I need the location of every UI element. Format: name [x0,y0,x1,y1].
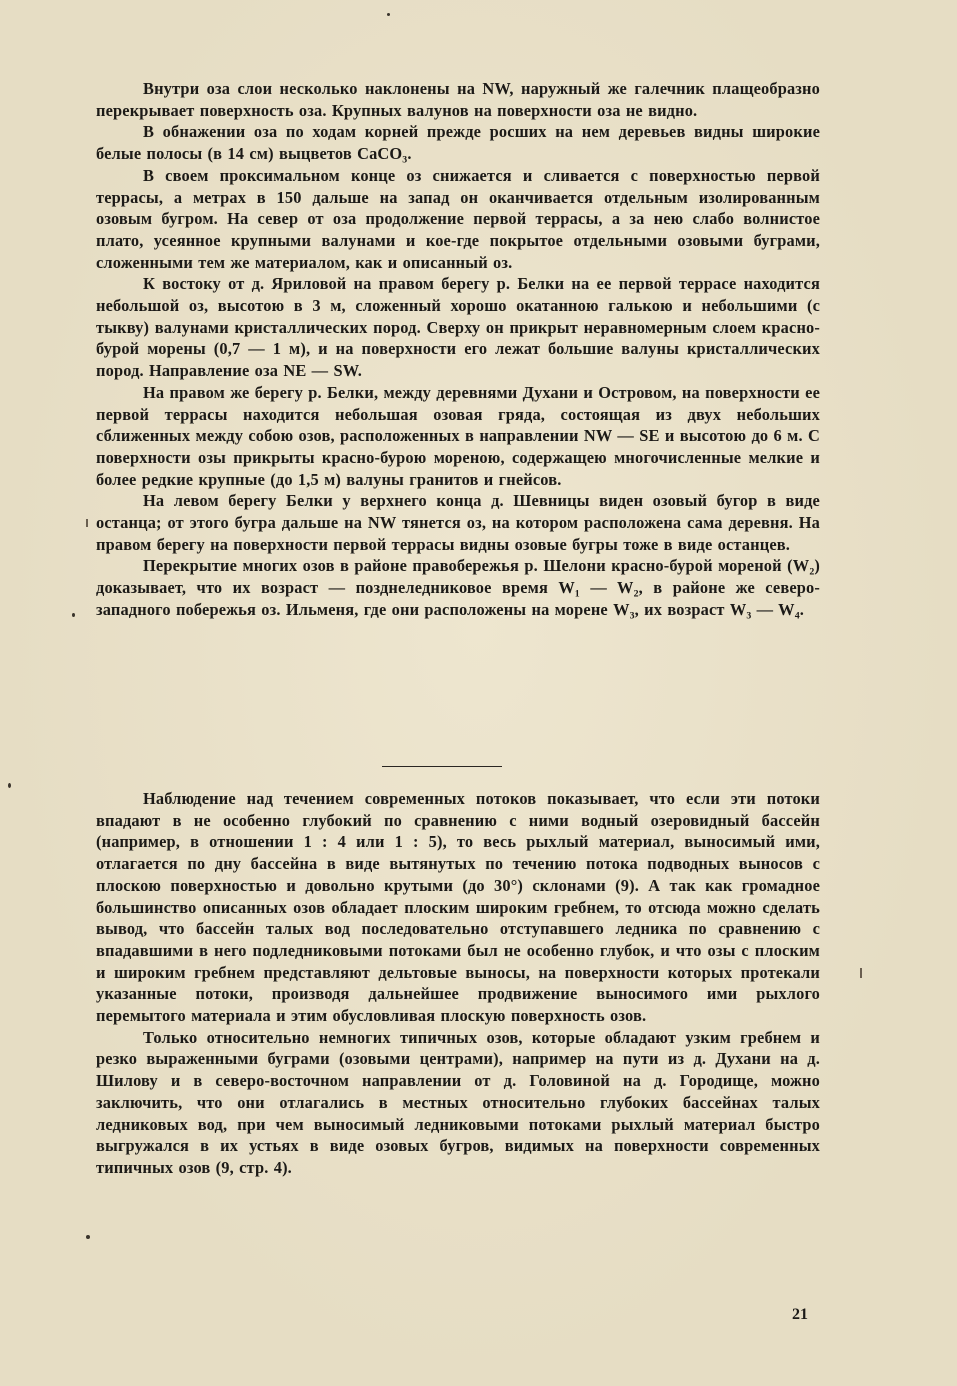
text-section-lower [96,788,820,1179]
paragraph: Перекрытие многих озов в районе правобережья р. Шелони красно-бурой мореной (W₂) доказывает, что их возраст — позднеледниковое время W₁ — W₂, в районе же северо-западного побережья оз. Ильменя, где они расположены на морене W₃, их возраст W₃ — W₄. [96,556,820,619]
paragraph: В обнажении оза по ходам корней прежде росших на нем деревьев видны широкие белые полосы (в 14 см) выцветов CaCO₃. [96,122,820,164]
paragraph: На правом же берегу р. Белки, между деревнями Духани и Островом, на поверхности ее первой террасы находится небольшая озовая гряда, состоящая из двух небольших сближенных между собою озов, расположенных в направлении NW — SE и высотою до 6 м. С поверхности озы прикрыты красно-бурою мореною, содержащею многочисленные мелкие и более редкие крупные (до 1,5 м) валуны гранитов и гнейсов. [96,382,820,489]
page-number: 21 [792,1306,808,1323]
text-section-upper [96,78,820,621]
paragraph: К востоку от д. Яриловой на правом берегу р. Белки на ее первой террасе находится небольшой оз, высотою в 3 м, сложенный хорошо окатанною галькою и небольшими (с тыкву) валунами кристаллических пород. Сверху он прикрыт неравномерным слоем красно-бурой морены (0,7 — 1 м), и на поверхности его лежат большие валуны кристаллических пород. Направление оза NE — SW. [96,274,820,381]
paragraph: Наблюдение над течением современных потоков показывает, что если эти потоки впадают в не особенно глубокий по сравнению с ними водный озеровидный бассейн (например, в отношении 1 : 4 или 1 : 5), то весь рыхлый материал, выносимый ими, отлагается по дну бассейна в виде вытянутых по течению потока подводных выносов с плоскою поверхностью и довольно крутыми (до 30°) склонами (9). А так как громадное большинство описанных озов обладает плоским широким гребнем, то отсюда можно сделать вывод, что бассейн талых вод последовательно отступавшего ледника по сравнению с впадавшими в него подледниковыми потоками был не особенно глубок, и что озы с плоским и широким гребнем представляют дельтовые выносы, на поверхности которых протекали указанные потоки, производя дальнейшее продвижение выносимого ими рыхлого перемытого материала и этим обусловливая плоскую поверхность озов. [96,789,820,1026]
margin-mark [860,968,862,978]
print-speck [8,783,11,788]
margin-mark [86,519,88,527]
print-speck [86,1235,90,1239]
paragraph: Внутри оза слои несколько наклонены на NW, наружный же галечник плащеобразно перекрывает поверхность оза. Крупных валунов на поверхности оза не видно. [96,79,820,120]
section-divider [382,766,502,767]
print-speck [387,13,390,16]
paragraph: На левом берегу Белки у верхнего конца д. Шевницы виден озовый бугор в виде останца; от этого бугра дальше на NW тянется оз, на котором расположена сама деревня. На правом берегу на поверхности первой террасы видны озовые бугры тоже в виде останцев. [96,491,820,554]
paragraph: Только относительно немногих типичных озов, которые обладают узким гребнем и резко выраженными буграми (озовыми центрами), например на пути из д. Духани на д. Шилову и в северо-восточном направлении от д. Головиной на д. Городище, можно заключить, что они отлагались в местных относительно глубоких бассейнах талых ледниковых вод, при чем выносимый ледниковыми потоками рыхлый материал быстро выгружался в их устьях в виде озовых бугров, видимых на поверхности современных типичных озов (9, стр. 4). [96,1027,820,1177]
paragraph: В своем проксимальном конце оз снижается и сливается с поверхностью первой террасы, а метрах в 150 дальше на запад он оканчивается отдельным изолированным озовым бугром. На север от оза продолжение первой террасы, а за нею слабо волнистое плато, усеянное крупными валунами и кое-где покрытое отдельными озовыми буграми, сложенными тем же материалом, как и описанный оз. [96,165,820,272]
print-speck [72,613,75,617]
